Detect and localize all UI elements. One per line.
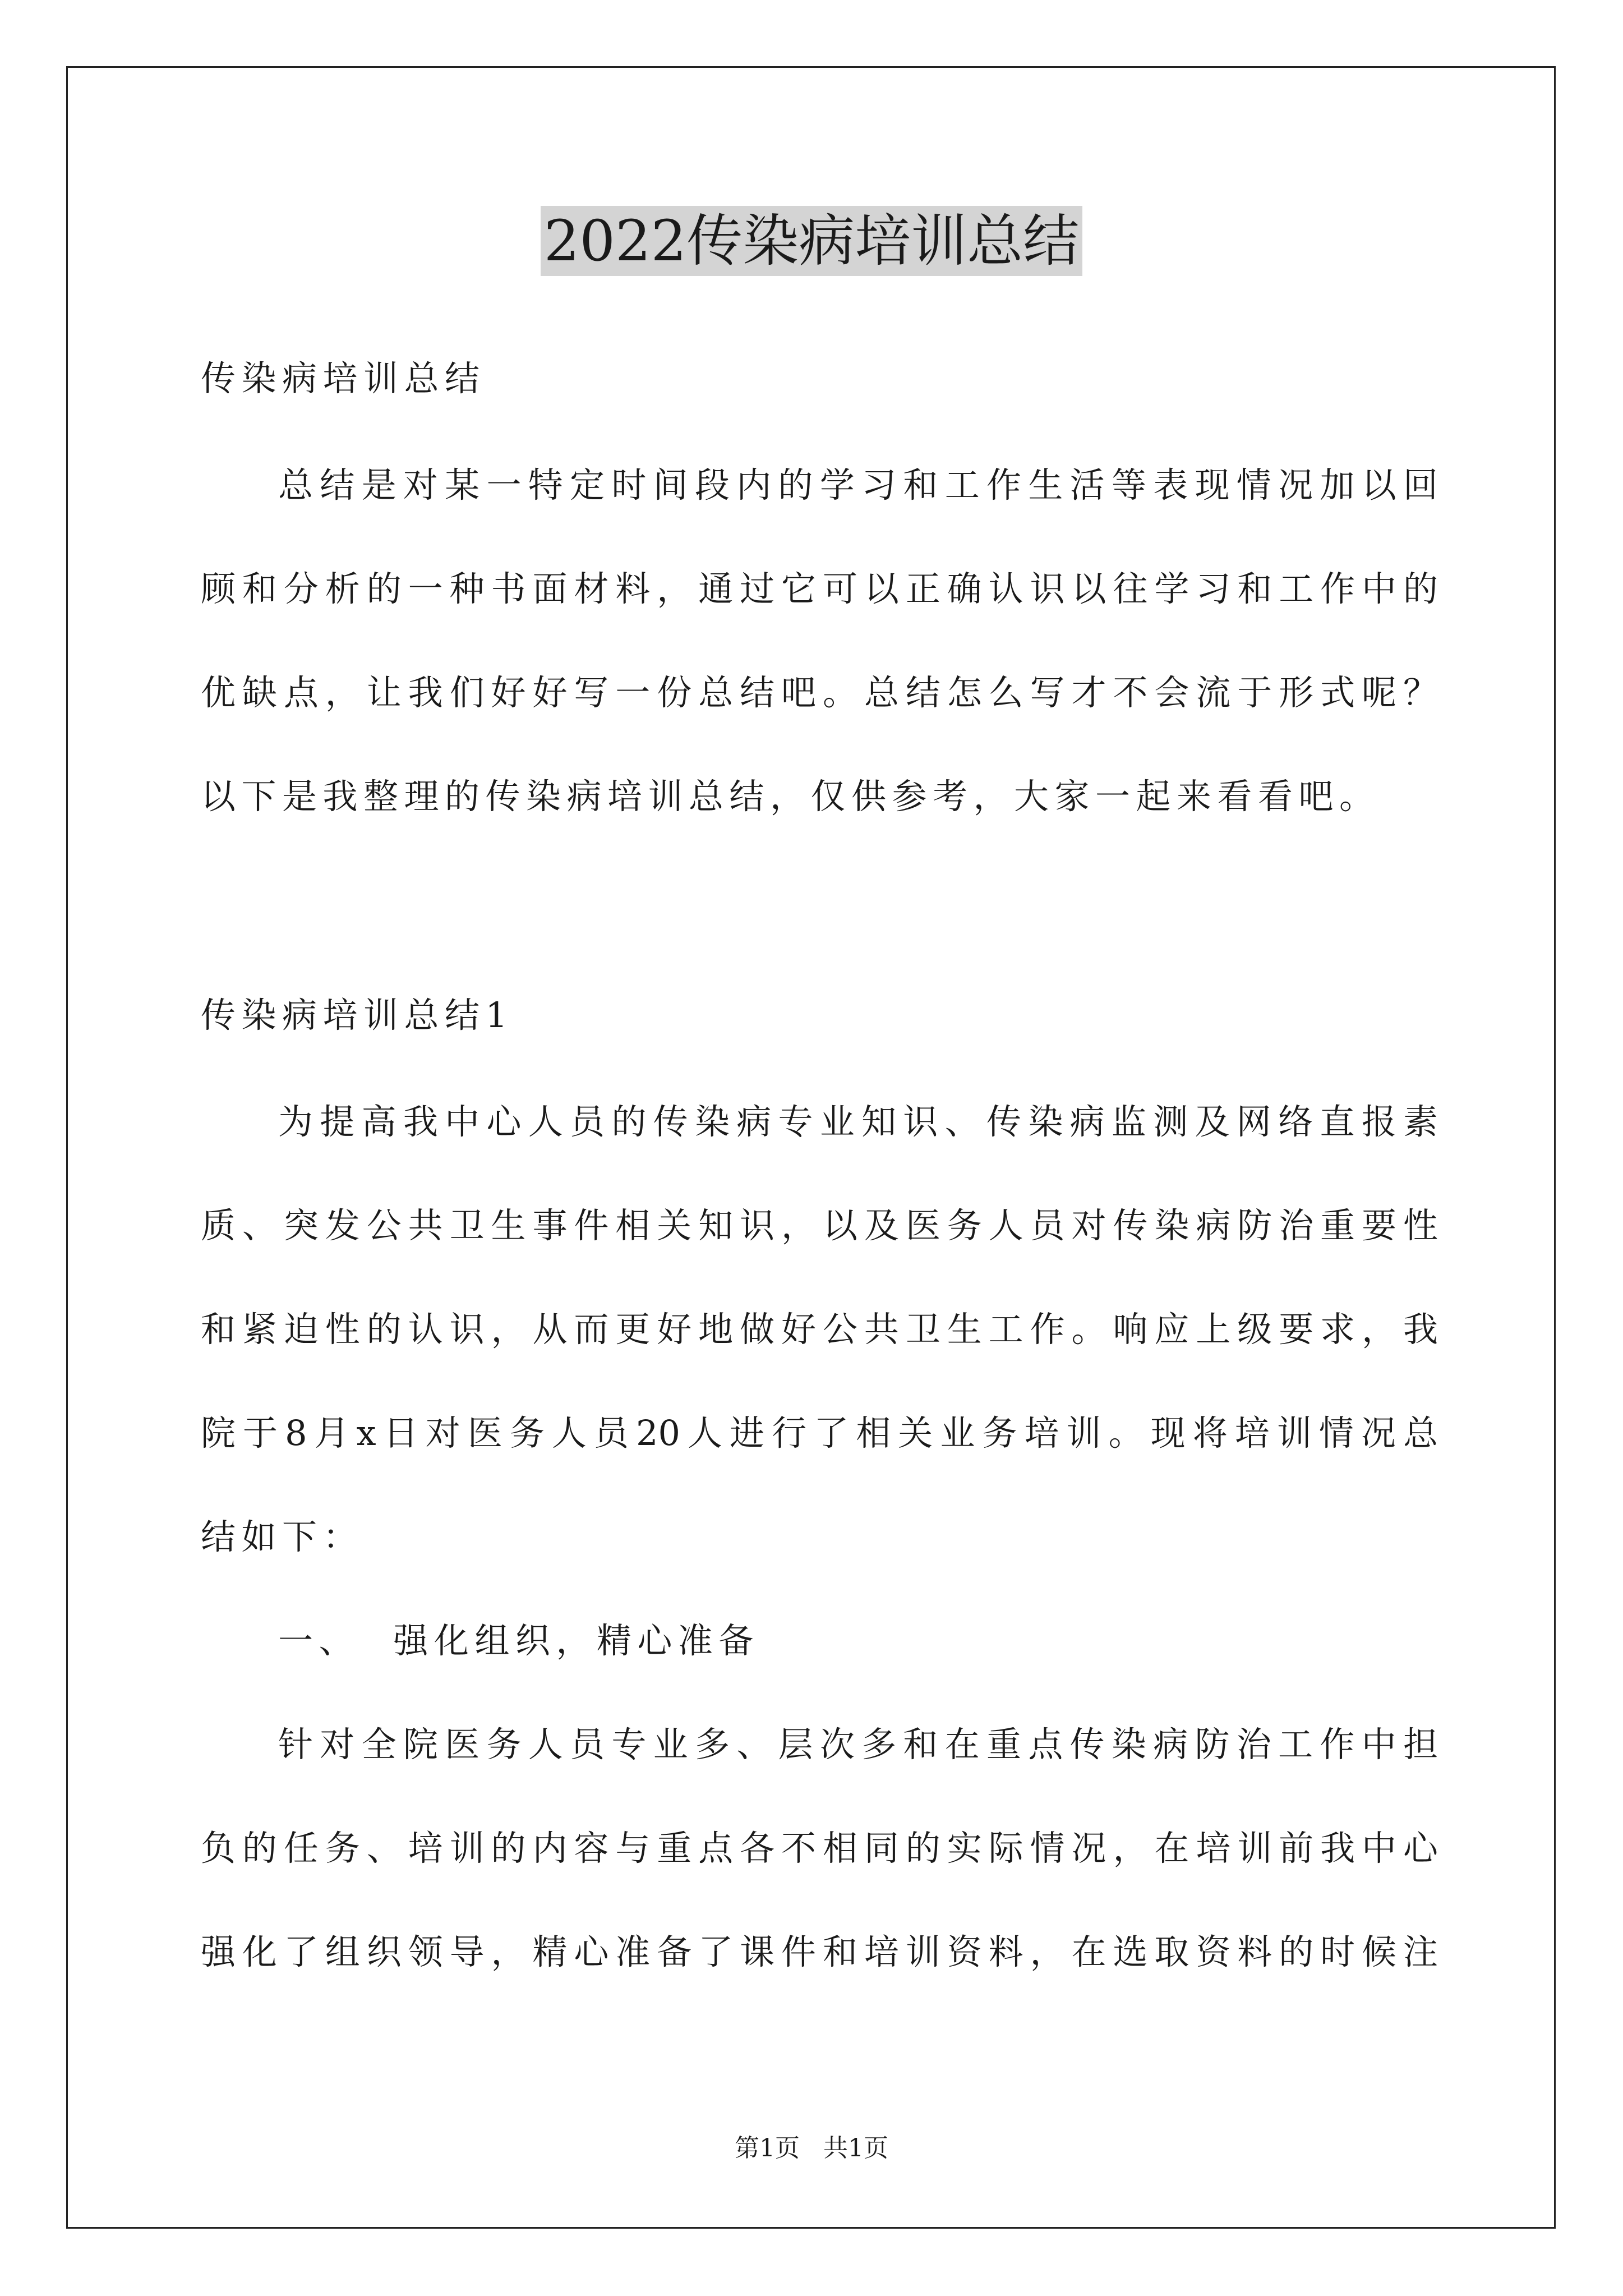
intro-line-4: 以下是我整理的传染病培训总结，仅供参考，大家一起来看看吧。: [201, 776, 1380, 817]
para2-line-2: 负的任务、培训的内容与重点各不相同的实际情况，在培训前我中心: [201, 1828, 1438, 1869]
section-heading: 传染病培训总结1: [201, 995, 514, 1036]
item1-heading: 一、 强化组织，精心准备: [278, 1620, 759, 1661]
intro-line-1: 总结是对某一特定时间段内的学习和工作生活等表现情况加以回: [278, 464, 1438, 505]
para2-line-3: 强化了组织领导，精心准备了课件和培训资料，在选取资料的时候注: [201, 1931, 1438, 1972]
intro-line-3: 优缺点，让我们好好写一份总结吧。总结怎么写才不会流于形式呢？: [201, 672, 1438, 713]
para1-line-4: 院于8月x日对医务人员20人进行了相关业务培训。现将培训情况总: [201, 1412, 1438, 1453]
document-subtitle: 传染病培训总结: [201, 358, 486, 399]
document-title: [0, 202, 1623, 280]
para1-line-1: 为提高我中心人员的传染病专业知识、传染病监测及网络直报素: [278, 1101, 1438, 1142]
page-footer: 第1页 共1页: [735, 2134, 888, 2162]
para1-line-5: 结如下：: [201, 1516, 364, 1557]
para1-line-2: 质、突发公共卫生事件相关知识，以及医务人员对传染病防治重要性: [201, 1205, 1438, 1246]
intro-line-2: 顾和分析的一种书面材料，通过它可以正确认识以往学习和工作中的: [201, 568, 1438, 609]
para1-line-3: 和紧迫性的认识，从而更好地做好公共卫生工作。响应上级要求，我: [201, 1309, 1438, 1350]
para2-line-1: 针对全院医务人员专业多、层次多和在重点传染病防治工作中担: [278, 1724, 1438, 1765]
document-title-text: 2022传染病培训总结: [541, 206, 1083, 276]
